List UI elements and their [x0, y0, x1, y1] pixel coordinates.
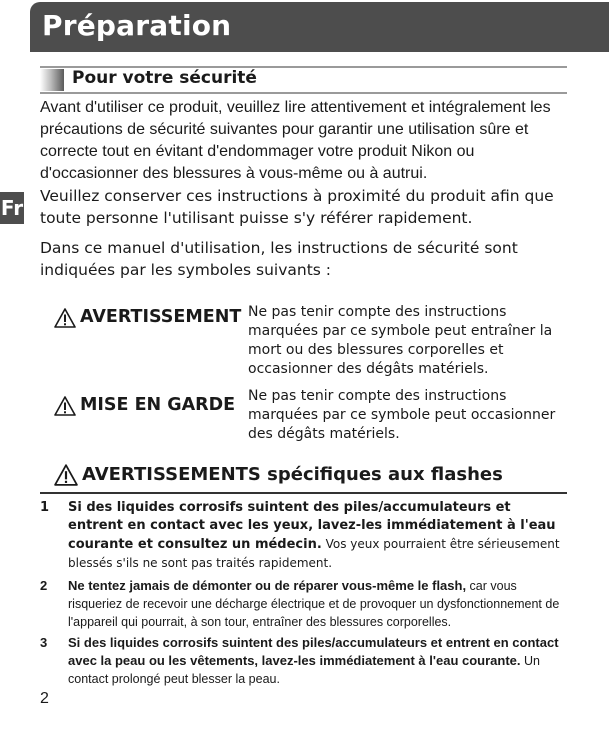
intro-paragraph-1: Avant d'utiliser ce produit, veuillez lire attentivement et intégralement les précautions de sécurité suivantes pour garantir une utilisation sûre et correcte tout en évitant d'endommager votre produit Nikon ou d'occasionner des blessures à vous-même ou à autrui.	[40, 99, 551, 182]
item-bold-text: Ne tentez jamais de démonter ou de réparer vous-même le flash,	[68, 578, 467, 593]
item-number: 2	[40, 578, 48, 593]
warnings-list	[40, 499, 567, 688]
caution-label: MISE EN GARDE	[80, 395, 236, 415]
section-marker	[40, 69, 64, 91]
intro-paragraph-2: Veuillez conserver ces instructions à proximité du produit afin que toute personne l'utilisant puisse s'y référer rapidement.	[40, 187, 554, 227]
item-bold-text: Si des liquides corrosifs suintent des piles/accumulateurs et entrent en contact avec les yeux, lavez-les immédiatement à l'eau courante et consultez un médecin.	[68, 500, 556, 552]
item-number: 3	[40, 635, 48, 650]
warning-label: AVERTISSEMENT	[80, 307, 242, 327]
section-heading	[40, 66, 567, 94]
item-text: car vous risqueriez de recevoir une décharge électrique et de provoquer un dysfonctionnement de l'appareil qui pourrait, à son tour, entraîner des blessures corporelles.	[68, 579, 560, 629]
list-item	[40, 499, 567, 573]
page-header	[30, 2, 609, 52]
page-title: Préparation	[42, 9, 232, 42]
section-title: Pour votre sécurité	[72, 68, 257, 88]
list-item	[40, 577, 567, 631]
item-bold-text: Si des liquides corrosifs suintent des piles/accumulateurs et entrent en contact avec la peau ou les vêtements, lavez-les immédiatement à l'eau courante.	[68, 635, 559, 668]
list-item	[40, 634, 567, 688]
item-text: Un contact prolongé peut blesser la peau.	[68, 654, 540, 686]
warning-triangle-icon	[54, 308, 76, 328]
caution-description: Ne pas tenir compte des instructions marquées par ce symbole peut occasionner des dégâts matériels.	[248, 388, 556, 442]
item-number: 1	[40, 500, 50, 515]
flash-warnings-title: AVERTISSEMENTS spécifiques aux flashes	[82, 464, 503, 485]
warning-triangle-icon	[54, 464, 78, 486]
warning-description: Ne pas tenir compte des instructions marquées par ce symbole peut entraîner la mort ou des blessures corporelles et occasionner des dégâts matériels.	[248, 304, 553, 377]
flash-warnings-heading	[40, 460, 567, 494]
language-tab: Fr	[0, 192, 24, 224]
page-number: 2	[40, 690, 49, 707]
item-text: Vos yeux pourraient être sérieusement blessés s'ils ne sont pas traités rapidement.	[68, 537, 560, 570]
intro-paragraph-3: Dans ce manuel d'utilisation, les instructions de sécurité sont indiquées par les symboles suivants :	[40, 239, 518, 279]
caution-triangle-icon	[54, 396, 76, 416]
